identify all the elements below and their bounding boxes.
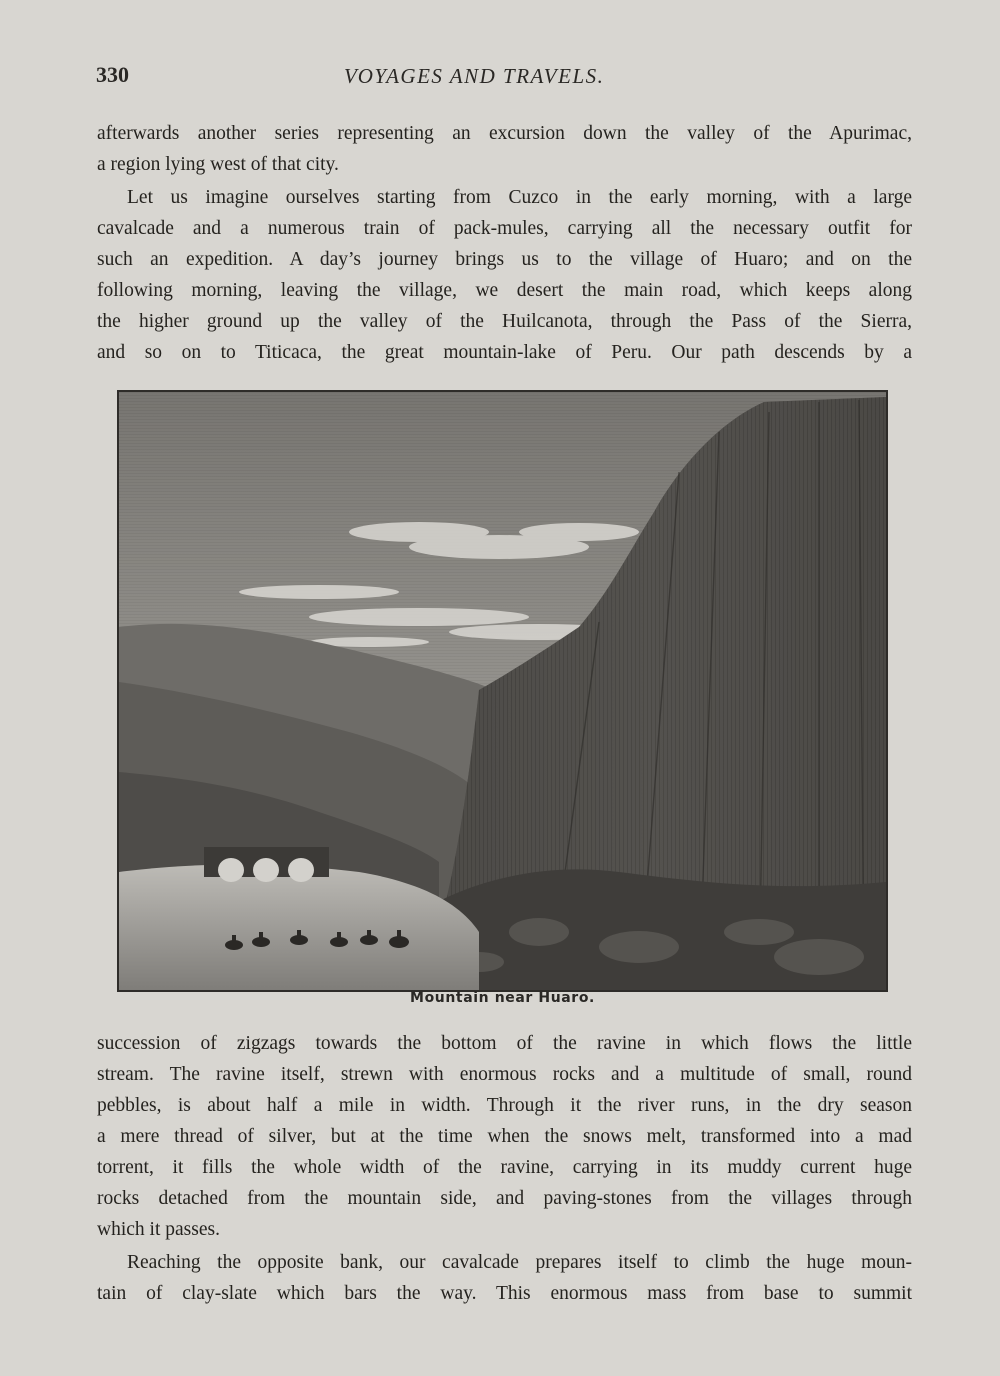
running-title: VOYAGES AND TRAVELS. (344, 64, 605, 88)
text-line: rocks detached from the mountain side, and paving-stones from the villages through (97, 1188, 912, 1209)
text-line: a mere thread of silver, but at the time when the snows melt, transformed into a mad (97, 1126, 912, 1147)
page-number: 330 (96, 62, 129, 87)
text-line: which it passes. (97, 1219, 220, 1240)
top-text-block (97, 118, 912, 368)
text-line: tain of clay-slate which bars the way. This enormous mass from base to summit (97, 1283, 912, 1304)
text-line: succession of zigzags towards the bottom of the ravine in which flows the little (97, 1033, 912, 1054)
text-line: such an expedition. A day’s journey brings us to the village of Huaro; and on the (97, 249, 912, 270)
text-line: torrent, it fills the whole width of the ravine, carrying in its muddy current huge (97, 1157, 912, 1178)
stone-bridge (204, 847, 329, 882)
text-line: and so on to Titicaca, the great mountain-lake of Peru. Our path descends by a (97, 342, 912, 363)
text-line: pebbles, is about half a mile in width. Through it the river runs, in the dry season (97, 1095, 912, 1116)
text-line: afterwards another series representing an excursion down the valley of the Apurimac, (97, 123, 912, 144)
text-line: a region lying west of that city. (97, 154, 339, 175)
bottom-text-block (97, 1028, 912, 1309)
text-line: cavalcade and a numerous train of pack-mules, carrying all the necessary outfit for (97, 218, 912, 239)
paragraph-continued (97, 1028, 912, 1245)
paragraph-continued (97, 118, 912, 180)
page-header (96, 62, 916, 92)
text-line: the higher ground up the valley of the Huilcanota, through the Pass of the Sierra, (97, 311, 912, 332)
engraving-illustration (117, 390, 888, 992)
figure-caption: Mountain near Huaro. (410, 990, 595, 1006)
mountain-ravine-engraving (119, 392, 886, 990)
text-line: following morning, leaving the village, we desert the main road, which keeps along (97, 280, 912, 301)
paragraph (97, 1247, 912, 1309)
text-line: Let us imagine ourselves starting from Cuzco in the early morning, with a large (127, 187, 912, 208)
text-line: Reaching the opposite bank, our cavalcade prepares itself to climb the huge moun- (127, 1252, 912, 1273)
paragraph (97, 182, 912, 368)
text-line: stream. The ravine itself, strewn with enormous rocks and a multitude of small, round (97, 1064, 912, 1085)
